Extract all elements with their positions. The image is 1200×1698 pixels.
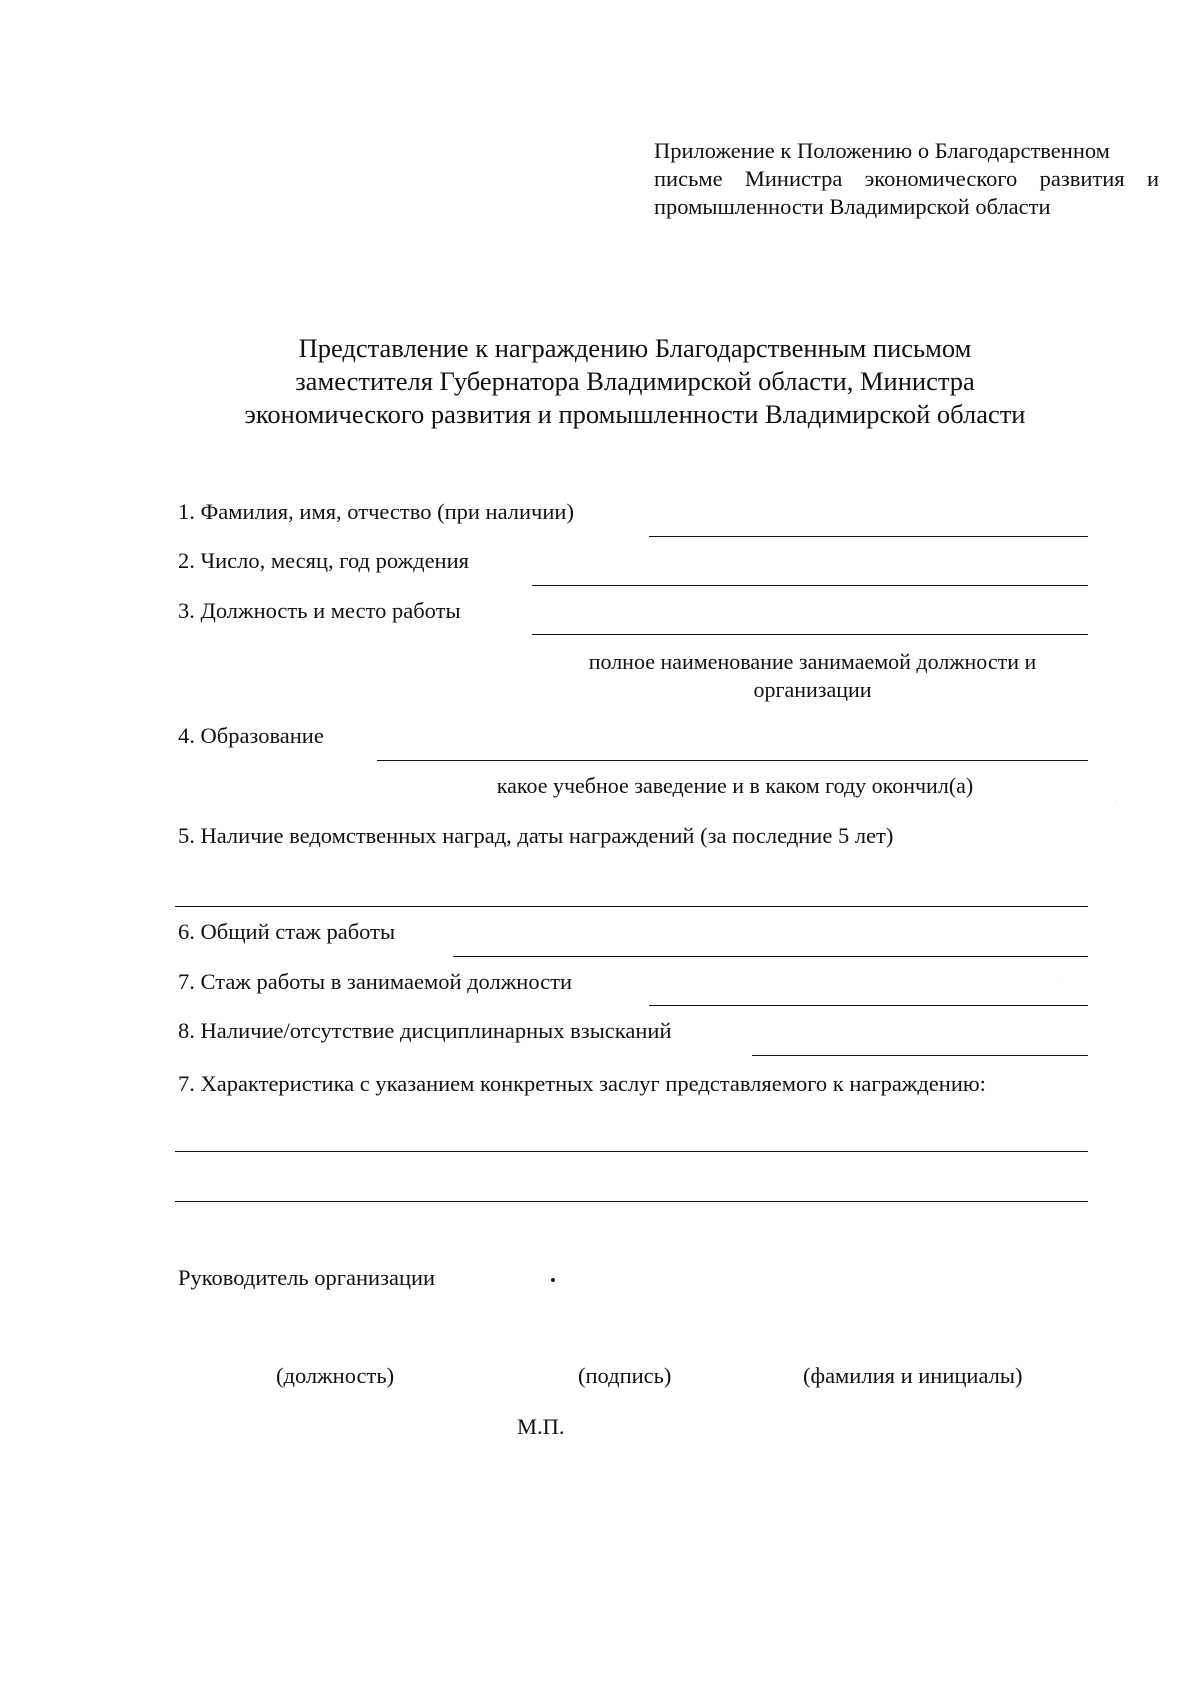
field-label-position-experience: 7. Стаж работы в занимаемой должности [178, 969, 572, 994]
field-label-position: 3. Должность и место работы [178, 598, 461, 623]
disciplinary-line[interactable] [752, 1055, 1088, 1056]
field-label-total-experience: 6. Общий стаж работы [178, 919, 396, 944]
field-label-awards: 5. Наличие ведомственных наград, даты награждений (за последние 5 лет) [178, 823, 894, 848]
field-label-full-name: 1. Фамилия, имя, отчество (при наличии) [178, 499, 574, 524]
position-hint-1: полное наименование занимаемой должности и [588, 649, 1037, 674]
document-title [100, 332, 1170, 431]
stamp-place: М.П. [517, 1414, 565, 1439]
position-line[interactable] [532, 634, 1088, 635]
appendix-line-3: промышленности Владимирской области [654, 194, 1051, 219]
stray-dot [551, 1278, 555, 1282]
appendix-line-2: письме Министра экономического развития и [654, 166, 1159, 191]
position-experience-line[interactable] [649, 1005, 1088, 1006]
full-name-line[interactable] [649, 536, 1088, 537]
title-line-3: экономического развития и промышленности Владимирской области [244, 399, 1026, 429]
education-line[interactable] [377, 760, 1088, 761]
field-label-characteristic: 7. Характеристика с указанием конкретных заслуг представляемого к награждению: [178, 1071, 986, 1096]
name-caption: (фамилия и инициалы) [803, 1363, 1023, 1388]
total-experience-line[interactable] [453, 956, 1088, 957]
head-of-organization-label: Руководитель организации [178, 1265, 436, 1290]
field-label-birth-date: 2. Число, месяц, год рождения [178, 548, 469, 573]
field-label-education: 4. Образование [178, 723, 324, 748]
awards-line[interactable] [175, 906, 1088, 907]
education-hint: какое учебное заведение и в каком году окончил(а) [496, 773, 974, 798]
scan-speck [1058, 980, 1059, 981]
characteristic-line-2[interactable] [175, 1201, 1088, 1202]
title-line-2: заместителя Губернатора Владимирской области, Министра [295, 366, 975, 396]
characteristic-line-1[interactable] [175, 1151, 1088, 1152]
position-caption: (должность) [276, 1363, 395, 1388]
birth-date-line[interactable] [532, 585, 1088, 586]
title-line-1: Представление к награждению Благодарственным письмом [298, 333, 972, 363]
signature-caption: (подпись) [578, 1363, 672, 1388]
scan-speck [1115, 801, 1116, 802]
appendix-line-1: Приложение к Положению о Благодарственном [654, 138, 1110, 163]
position-hint-2: организации [753, 677, 872, 702]
field-label-disciplinary: 8. Наличие/отсутствие дисциплинарных взысканий [178, 1018, 672, 1043]
appendix-note [654, 137, 1159, 221]
